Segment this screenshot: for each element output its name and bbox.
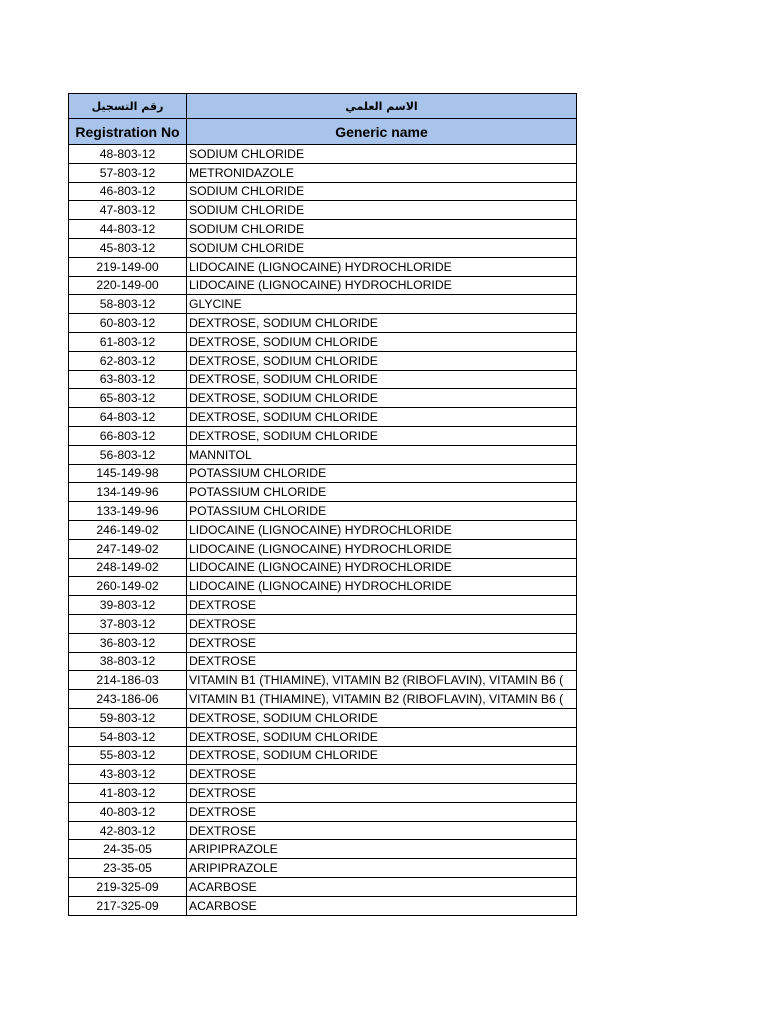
table-row	[69, 408, 577, 427]
table-row	[69, 295, 577, 314]
table-row	[69, 652, 577, 671]
generic-name-cell: LIDOCAINE (LIGNOCAINE) HYDROCHLORIDE	[187, 276, 577, 295]
table-row	[69, 878, 577, 897]
table-row	[69, 539, 577, 558]
generic-name-cell: DEXTROSE, SODIUM CHLORIDE	[187, 389, 577, 408]
generic-name-cell: DEXTROSE, SODIUM CHLORIDE	[187, 708, 577, 727]
generic-name-cell: DEXTROSE, SODIUM CHLORIDE	[187, 426, 577, 445]
table-row	[69, 464, 577, 483]
table-row	[69, 708, 577, 727]
table-row	[69, 238, 577, 257]
table-row	[69, 351, 577, 370]
generic-name-cell: SODIUM CHLORIDE	[187, 145, 577, 164]
registration-number-cell: 64-803-12	[69, 408, 187, 427]
table-row	[69, 276, 577, 295]
table-body	[69, 145, 577, 916]
generic-name-cell: LIDOCAINE (LIGNOCAINE) HYDROCHLORIDE	[187, 520, 577, 539]
generic-name-cell: SODIUM CHLORIDE	[187, 201, 577, 220]
generic-name-cell: DEXTROSE	[187, 652, 577, 671]
generic-name-cell: ACARBOSE	[187, 896, 577, 915]
registration-number-cell: 36-803-12	[69, 633, 187, 652]
generic-name-cell: DEXTROSE, SODIUM CHLORIDE	[187, 314, 577, 333]
registration-number-cell: 39-803-12	[69, 596, 187, 615]
table-row	[69, 426, 577, 445]
table-row	[69, 765, 577, 784]
generic-name-cell: SODIUM CHLORIDE	[187, 238, 577, 257]
generic-name-cell: DEXTROSE, SODIUM CHLORIDE	[187, 727, 577, 746]
generic-name-cell: GLYCINE	[187, 295, 577, 314]
table-row	[69, 633, 577, 652]
table-row	[69, 370, 577, 389]
registration-number-cell: 57-803-12	[69, 163, 187, 182]
generic-name-cell: ARIPIPRAZOLE	[187, 859, 577, 878]
registration-number-cell: 134-149-96	[69, 483, 187, 502]
table-row	[69, 784, 577, 803]
generic-name-cell: DEXTROSE	[187, 633, 577, 652]
generic-name-cell: SODIUM CHLORIDE	[187, 220, 577, 239]
registration-number-cell: 133-149-96	[69, 502, 187, 521]
registration-number-cell: 219-149-00	[69, 257, 187, 276]
registration-number-cell: 219-325-09	[69, 878, 187, 897]
registration-number-cell: 45-803-12	[69, 238, 187, 257]
table-row	[69, 596, 577, 615]
generic-name-cell: POTASSIUM CHLORIDE	[187, 464, 577, 483]
table-header	[69, 94, 577, 145]
header-row-english	[69, 119, 577, 145]
registration-number-cell: 61-803-12	[69, 332, 187, 351]
generic-name-cell: VITAMIN B1 (THIAMINE), VITAMIN B2 (RIBOFLAVIN), VITAMIN B6 (	[187, 671, 577, 690]
registration-number-cell: 48-803-12	[69, 145, 187, 164]
registration-number-cell: 47-803-12	[69, 201, 187, 220]
generic-name-cell: DEXTROSE	[187, 596, 577, 615]
registration-number-cell: 217-325-09	[69, 896, 187, 915]
registration-number-cell: 60-803-12	[69, 314, 187, 333]
registration-number-cell: 59-803-12	[69, 708, 187, 727]
generic-name-cell: LIDOCAINE (LIGNOCAINE) HYDROCHLORIDE	[187, 558, 577, 577]
registration-no-header-arabic: رقم التسجيل	[69, 94, 187, 119]
table-row	[69, 859, 577, 878]
registration-number-cell: 43-803-12	[69, 765, 187, 784]
generic-name-cell: LIDOCAINE (LIGNOCAINE) HYDROCHLORIDE	[187, 257, 577, 276]
table-row	[69, 840, 577, 859]
generic-name-header-arabic: الاسم العلمي	[187, 94, 577, 119]
table-row	[69, 558, 577, 577]
table-row	[69, 671, 577, 690]
registration-number-cell: 247-149-02	[69, 539, 187, 558]
table-row	[69, 257, 577, 276]
table-row	[69, 483, 577, 502]
table-row	[69, 896, 577, 915]
registration-number-cell: 260-149-02	[69, 577, 187, 596]
table-row	[69, 746, 577, 765]
registration-number-cell: 220-149-00	[69, 276, 187, 295]
registration-number-cell: 54-803-12	[69, 727, 187, 746]
table-row	[69, 201, 577, 220]
table-row	[69, 577, 577, 596]
registration-number-cell: 62-803-12	[69, 351, 187, 370]
table-row	[69, 332, 577, 351]
registration-number-cell: 214-186-03	[69, 671, 187, 690]
generic-name-cell: METRONIDAZOLE	[187, 163, 577, 182]
registration-number-cell: 40-803-12	[69, 802, 187, 821]
table-row	[69, 445, 577, 464]
registration-number-cell: 24-35-05	[69, 840, 187, 859]
generic-name-cell: DEXTROSE, SODIUM CHLORIDE	[187, 370, 577, 389]
registration-number-cell: 37-803-12	[69, 614, 187, 633]
table-row	[69, 389, 577, 408]
table-row	[69, 614, 577, 633]
table-row	[69, 802, 577, 821]
generic-name-cell: ARIPIPRAZOLE	[187, 840, 577, 859]
registration-number-cell: 66-803-12	[69, 426, 187, 445]
generic-name-cell: DEXTROSE, SODIUM CHLORIDE	[187, 746, 577, 765]
registration-number-cell: 65-803-12	[69, 389, 187, 408]
table-row	[69, 502, 577, 521]
table-row	[69, 690, 577, 709]
table-row	[69, 163, 577, 182]
generic-name-cell: LIDOCAINE (LIGNOCAINE) HYDROCHLORIDE	[187, 539, 577, 558]
registration-number-cell: 63-803-12	[69, 370, 187, 389]
table-row	[69, 520, 577, 539]
table-row	[69, 727, 577, 746]
registration-number-cell: 46-803-12	[69, 182, 187, 201]
registration-number-cell: 58-803-12	[69, 295, 187, 314]
registration-number-cell: 243-186-06	[69, 690, 187, 709]
table-row	[69, 821, 577, 840]
generic-name-cell: DEXTROSE	[187, 614, 577, 633]
generic-name-cell: DEXTROSE	[187, 765, 577, 784]
generic-name-cell: DEXTROSE	[187, 802, 577, 821]
table-row	[69, 145, 577, 164]
table-row	[69, 182, 577, 201]
registration-number-cell: 44-803-12	[69, 220, 187, 239]
header-row-arabic	[69, 94, 577, 119]
generic-name-cell: DEXTROSE, SODIUM CHLORIDE	[187, 332, 577, 351]
registration-number-cell: 55-803-12	[69, 746, 187, 765]
registration-number-cell: 246-149-02	[69, 520, 187, 539]
generic-name-cell: ACARBOSE	[187, 878, 577, 897]
generic-name-cell: POTASSIUM CHLORIDE	[187, 483, 577, 502]
generic-name-header: Generic name	[187, 119, 577, 145]
generic-name-cell: DEXTROSE	[187, 821, 577, 840]
generic-name-cell: SODIUM CHLORIDE	[187, 182, 577, 201]
registration-number-cell: 56-803-12	[69, 445, 187, 464]
generic-name-cell: LIDOCAINE (LIGNOCAINE) HYDROCHLORIDE	[187, 577, 577, 596]
generic-name-cell: POTASSIUM CHLORIDE	[187, 502, 577, 521]
table-row	[69, 314, 577, 333]
table-row	[69, 220, 577, 239]
registration-number-cell: 41-803-12	[69, 784, 187, 803]
registration-table	[68, 93, 577, 916]
generic-name-cell: DEXTROSE, SODIUM CHLORIDE	[187, 408, 577, 427]
registration-number-cell: 23-35-05	[69, 859, 187, 878]
registration-no-header: Registration No	[69, 119, 187, 145]
generic-name-cell: MANNITOL	[187, 445, 577, 464]
registration-number-cell: 248-149-02	[69, 558, 187, 577]
generic-name-cell: VITAMIN B1 (THIAMINE), VITAMIN B2 (RIBOFLAVIN), VITAMIN B6 (	[187, 690, 577, 709]
registration-number-cell: 38-803-12	[69, 652, 187, 671]
registration-number-cell: 42-803-12	[69, 821, 187, 840]
registration-number-cell: 145-149-98	[69, 464, 187, 483]
generic-name-cell: DEXTROSE, SODIUM CHLORIDE	[187, 351, 577, 370]
generic-name-cell: DEXTROSE	[187, 784, 577, 803]
